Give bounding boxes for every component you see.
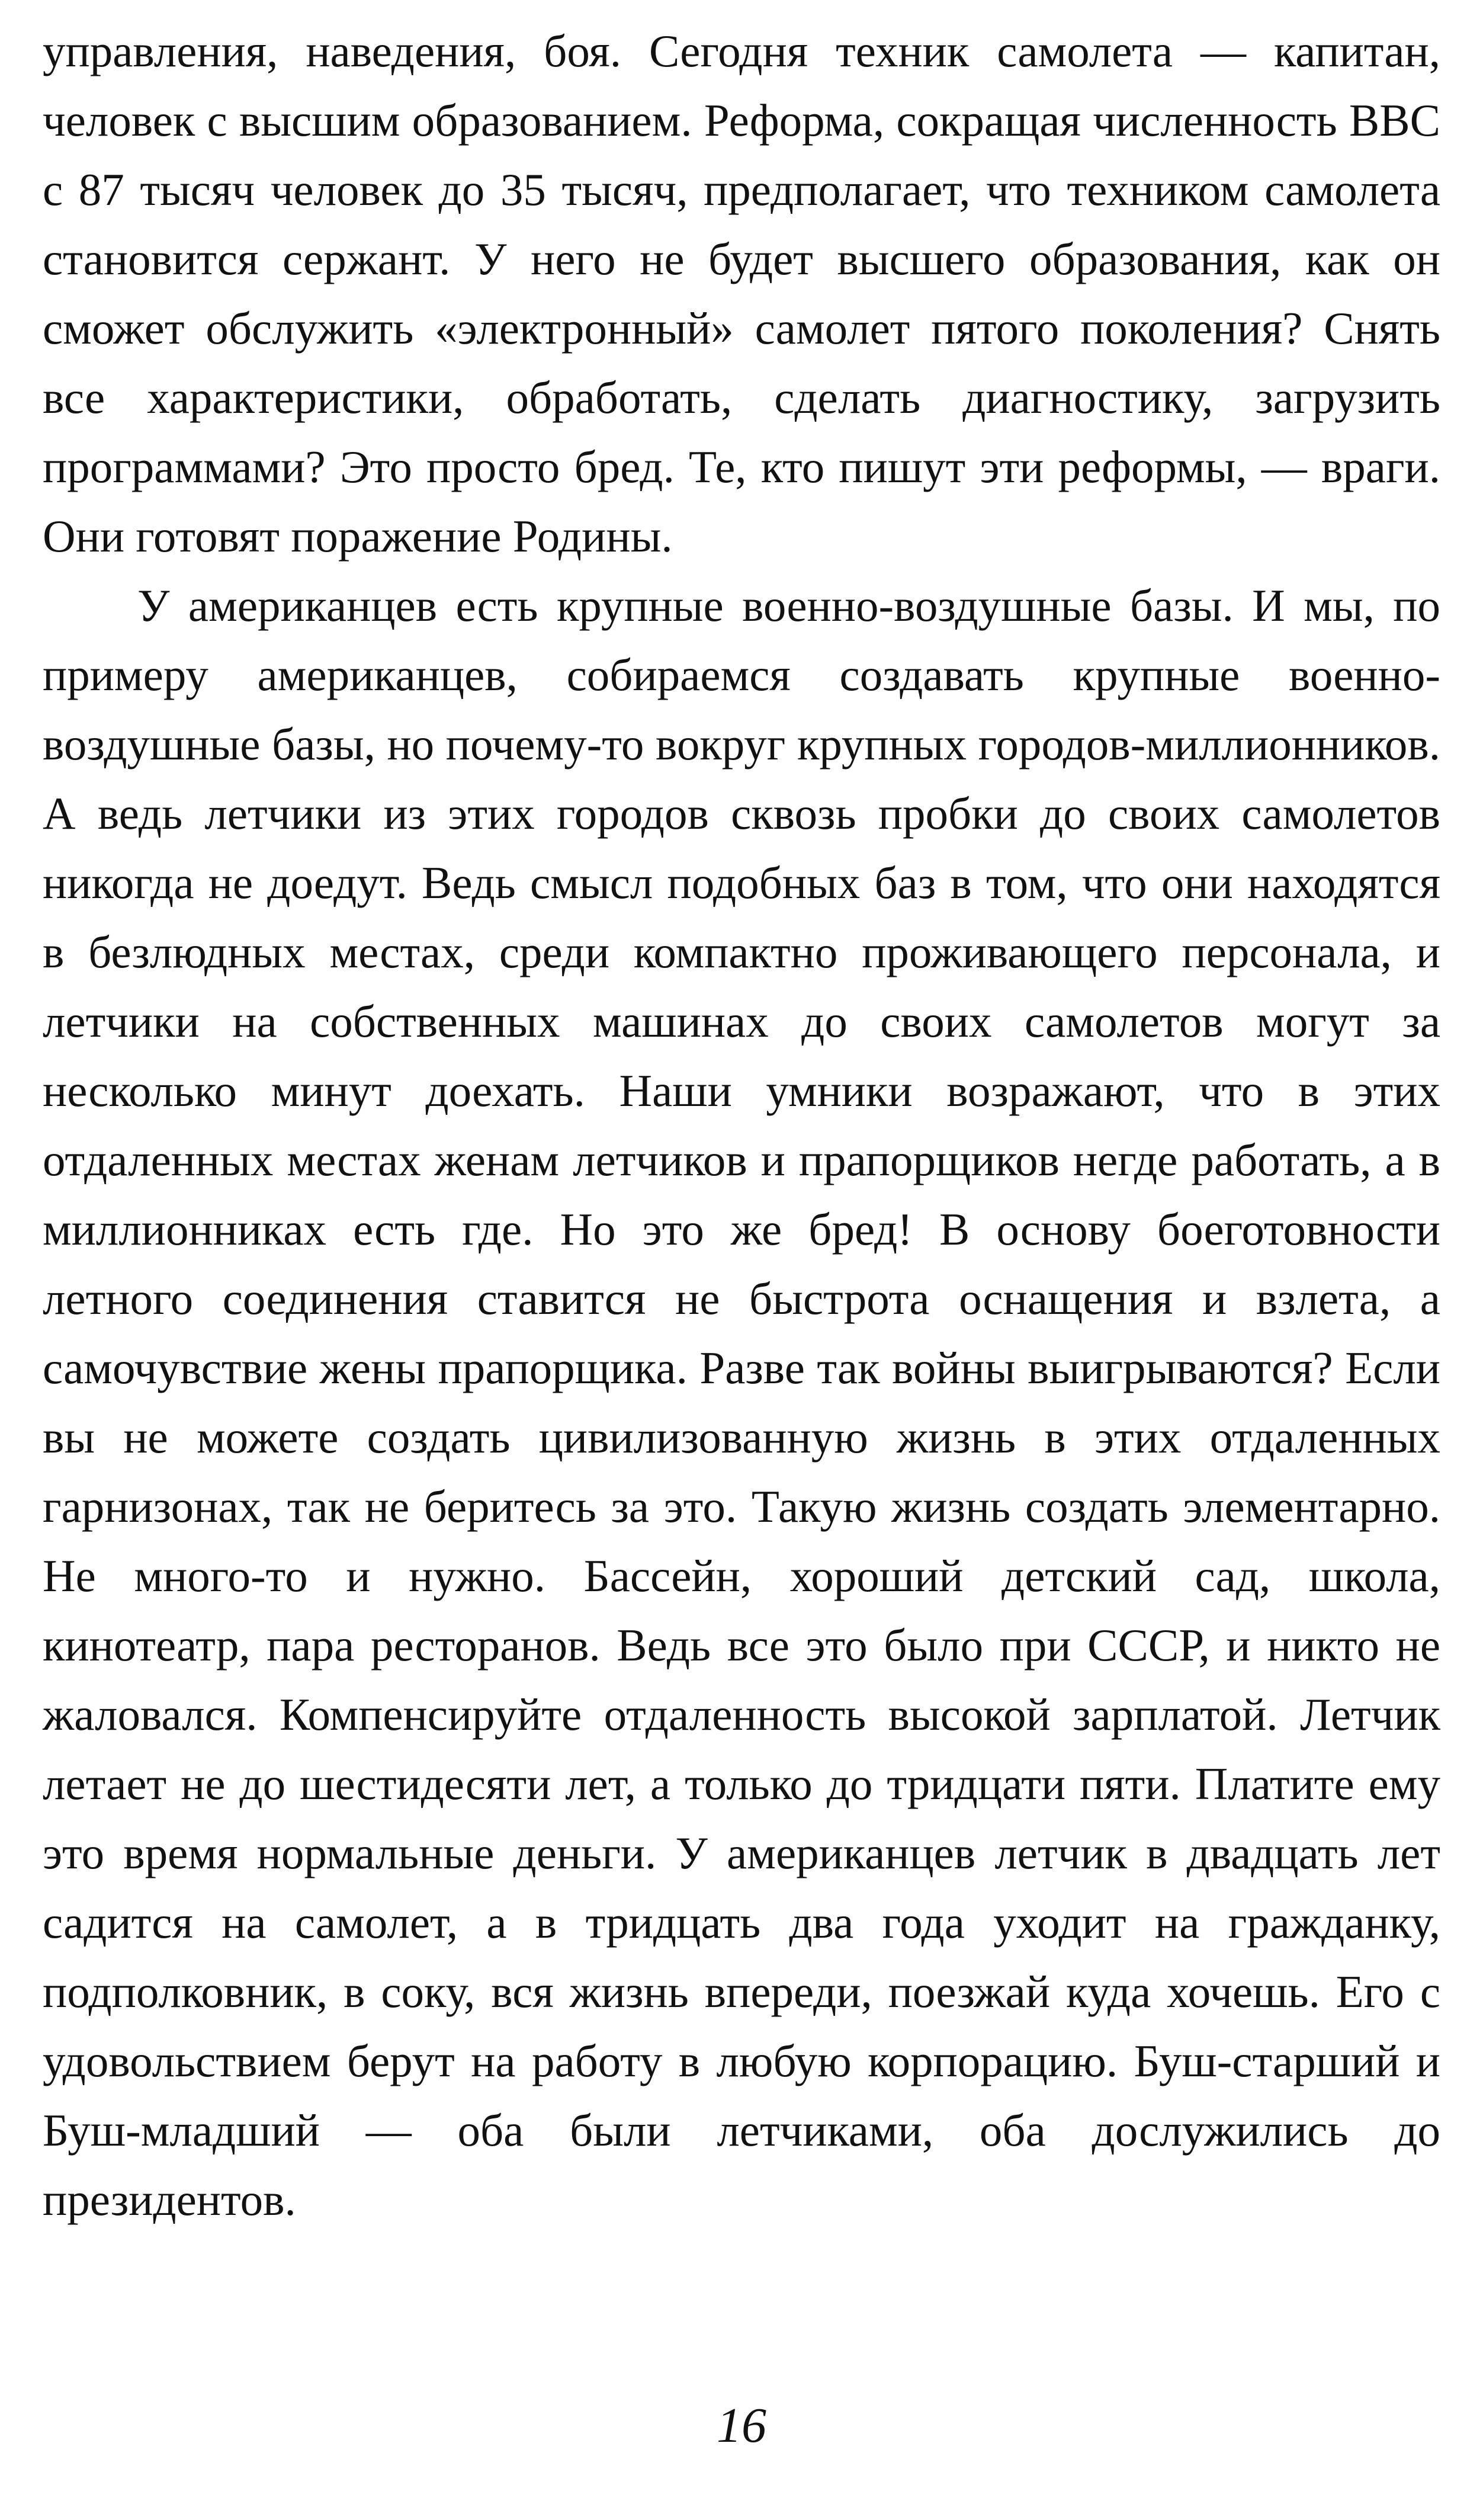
page-body — [43, 17, 1440, 2234]
paragraph-continued: управления, наведения, боя. Сегодня техник самолета — капитан, человек с высшим образованием. Реформа, сокращая численность ВВС с 87 тысяч человек до 35 тысяч, предполагает, что техником самолета становится сержант. У него не будет высшего образования, как он сможет обслужить «электронный» самолет пятого поколения? Снять все характеристики, обработать, сделать диагностику, загрузить программами? Это просто бред. Те, кто пишут эти реформы, — враги. Они готовят поражение Родины. — [43, 25, 1440, 562]
page-number: 16 — [717, 2398, 766, 2453]
paragraph: У американцев есть крупные военно-воздушные базы. И мы, по примеру американцев, собираемся создавать крупные военно-воздушные базы, но почему-то вокруг крупных городов-миллионников. А ведь летчики из этих городов сквозь пробки до своих самолетов никогда не доедут. Ведь смысл подобных баз в том, что они находятся в безлюдных местах, среди компактно проживающего персонала, и летчики на собственных машинах до своих самолетов могут за несколько минут доехать. Наши умники возражают, что в этих отдаленных местах женам летчиков и прапорщиков негде работать, а в миллионниках есть где. Но это же бред! В основу боеготовности летного соединения ставится не быстрота оснащения и взлета, а самочувствие жены прапорщика. Разве так войны выигрываются? Если вы не можете создать цивилизованную жизнь в этих отдаленных гарнизонах, так не беритесь за это. Такую жизнь создать элементарно. Не много-то и нужно. Бассейн, хороший детский сад, школа, кинотеатр, пара ресторанов. Ведь все это было при СССР, и никто не жаловался. Компенсируйте отдаленность высокой зарплатой. Летчик летает не до шестидесяти лет, а только до тридцати пяти. Платите ему это время нормальные деньги. У американцев летчик в двадцать лет садится на самолет, а в тридцать два года уходит на гражданку, подполковник, в соку, вся жизнь впереди, поезжай куда хочешь. Его с удовольствием берут на работу в любую корпорацию. Буш-старший и Буш-младший — оба были летчиками, оба дослужились до президентов. — [43, 580, 1440, 2225]
